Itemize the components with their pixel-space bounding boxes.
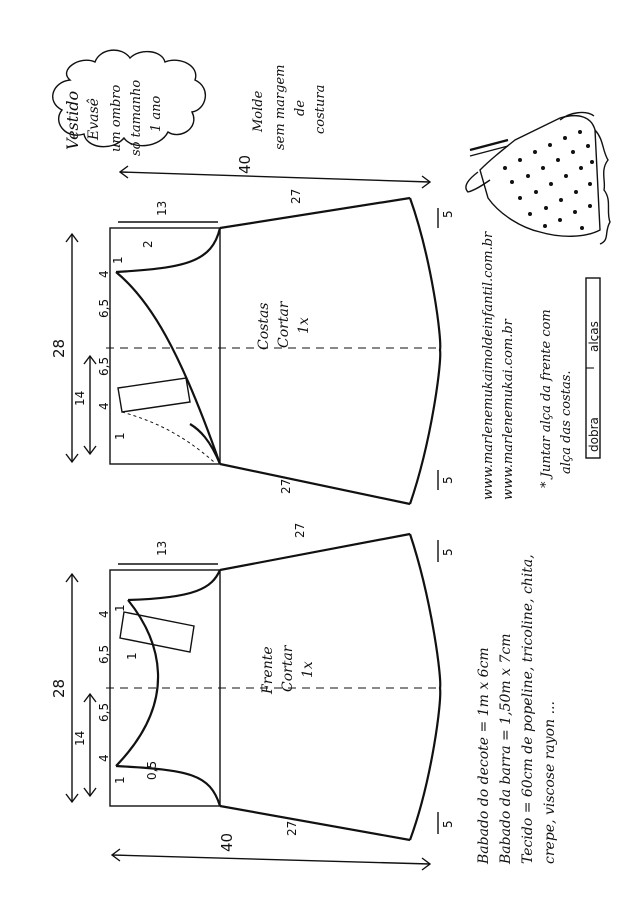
title-line-1: Vestido <box>63 90 82 150</box>
strap-note-2: alça das costas. <box>559 370 574 474</box>
back-label-1: Costas <box>256 302 272 350</box>
back-dim-28: 28 <box>50 338 68 358</box>
note-fabric: Tecido = 60cm de popeline, tricoline, chita, <box>520 554 536 864</box>
front-dim-1c: 1 <box>113 776 127 784</box>
back-dim-5a: 5 <box>441 210 455 218</box>
front-dim-27b: 27 <box>285 820 299 836</box>
url-line-2: www.marlenemukai.com.br <box>501 319 516 500</box>
note-line-3: de <box>293 99 308 116</box>
back-dim-1b: 1 <box>113 432 127 440</box>
back-dim-27b: 27 <box>279 478 293 494</box>
width-40-arrow-top <box>120 155 430 188</box>
strap-fold-label: dobra <box>587 417 601 452</box>
front-dim-27a: 27 <box>293 522 307 538</box>
front-dim-65a: 6,5 <box>97 644 111 664</box>
front-dim-1a: 1 <box>113 604 127 612</box>
dim-40-top: 40 <box>236 154 254 174</box>
width-40-arrow-bottom <box>112 833 430 870</box>
back-dim-14: 14 <box>73 390 87 406</box>
front-label-3: 1x <box>300 661 316 678</box>
url-line-1: www.marlenemukaimoldeinfantil.com.br <box>481 231 496 500</box>
back-label-3: 1x <box>296 317 312 334</box>
strap-note-1: * Juntar alça da frente com <box>539 309 554 488</box>
strap-piece <box>586 278 601 458</box>
dim-40-bottom: 40 <box>218 832 236 852</box>
back-dim-4b: 4 <box>97 402 111 410</box>
note-ruffle-hem: Babado da barra = 1,50m x 7cm <box>498 633 514 864</box>
note-fabric-2: crepe, viscose rayon ... <box>542 701 558 864</box>
front-dim-65b: 6,5 <box>97 702 111 722</box>
front-dim-4b: 4 <box>97 754 111 762</box>
title-line-3: um ombro <box>109 84 124 152</box>
back-piece <box>106 198 440 504</box>
note-line-2: sem margem <box>273 64 288 150</box>
front-dim-4a: 4 <box>97 610 111 618</box>
front-dim-28: 28 <box>50 678 68 698</box>
title-line-5: 1 ano <box>149 95 164 132</box>
note-ruffle-neck: Babado do decote = 1m x 6cm <box>476 647 492 864</box>
material-notes <box>476 554 558 865</box>
back-dim-2: 2 <box>141 240 155 248</box>
title-line-4: só tamanho <box>129 79 144 156</box>
note-line-1: Molde <box>251 90 266 132</box>
back-label-2: Cortar <box>276 301 292 348</box>
front-label-2: Cortar <box>280 645 296 692</box>
front-dim-1b: 1 <box>125 652 139 660</box>
back-piece-label <box>256 300 312 350</box>
dress-illustration <box>466 113 610 244</box>
back-dim-65b: 6,5 <box>97 356 111 376</box>
front-dim-14: 14 <box>73 730 87 746</box>
back-dim-1a: 1 <box>111 256 125 264</box>
front-dim-5b: 5 <box>441 820 455 828</box>
back-dim-27a: 27 <box>289 188 303 204</box>
front-dim-5a: 5 <box>441 548 455 556</box>
front-dim-13: 13 <box>155 540 169 556</box>
back-dim-65a: 6,5 <box>97 298 111 318</box>
strap-join-note <box>539 309 574 488</box>
front-label-1: Frente <box>260 646 276 694</box>
title-line-2: Evasê <box>86 98 102 140</box>
strap-label: alças <box>587 321 601 352</box>
front-piece-label <box>260 644 316 695</box>
no-seam-allowance-note <box>251 65 328 150</box>
back-dim-5b: 5 <box>441 476 455 484</box>
back-dim-4a: 4 <box>97 270 111 278</box>
back-dimensions <box>50 189 455 494</box>
front-dim-05: 0,5 <box>145 760 159 780</box>
back-dim-13: 13 <box>155 200 169 216</box>
note-line-4: costura <box>313 84 328 134</box>
website-urls <box>481 231 516 500</box>
